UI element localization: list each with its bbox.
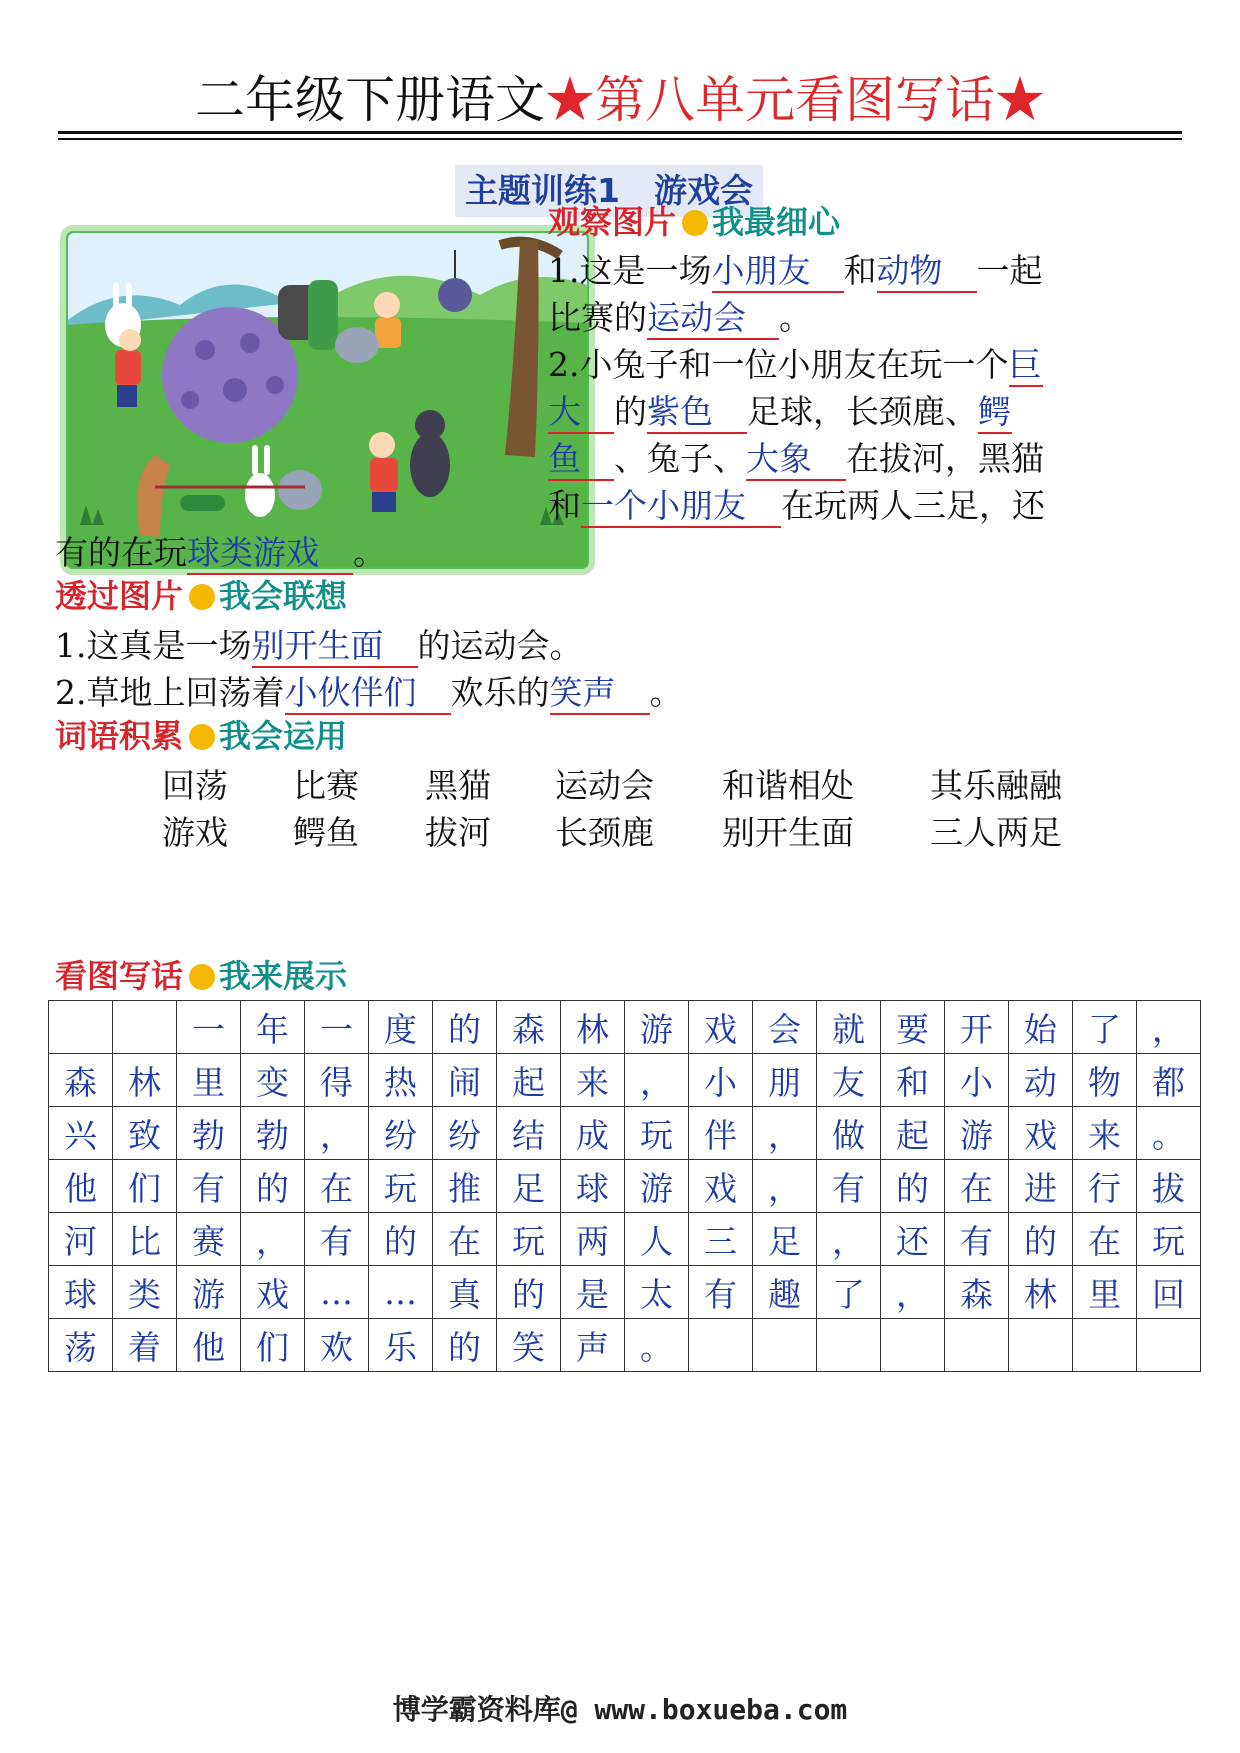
grid-cell: … <box>369 1266 433 1319</box>
vocab-word: 和谐相处 <box>722 766 854 805</box>
grid-cell: 致 <box>113 1107 177 1160</box>
answer-blank: 球类游戏 <box>187 533 353 575</box>
grid-cell: 球 <box>561 1160 625 1213</box>
grid-cell: 伴 <box>689 1107 753 1160</box>
grid-cell: 都 <box>1137 1054 1201 1107</box>
grid-cell: 勃 <box>241 1107 305 1160</box>
grid-cell: 物 <box>1073 1054 1137 1107</box>
grid-cell: 在 <box>945 1160 1009 1213</box>
grid-cell: 推 <box>433 1160 497 1213</box>
grid-cell: 三 <box>689 1213 753 1266</box>
grid-cell: 回 <box>1137 1266 1201 1319</box>
answer-blank: 小伙伴们 <box>285 673 451 715</box>
grid-cell <box>945 1319 1009 1372</box>
bullet-dot-icon <box>682 210 708 236</box>
grid-cell: 在 <box>1073 1213 1137 1266</box>
grid-cell: 他 <box>177 1319 241 1372</box>
grid-row <box>49 1054 1201 1107</box>
vocab-word: 鳄鱼 <box>293 813 359 852</box>
vocabulary-list <box>0 760 1240 870</box>
grid-cell: 两 <box>561 1213 625 1266</box>
grid-cell: 了 <box>817 1266 881 1319</box>
bullet-dot-icon <box>189 584 215 610</box>
grid-cell: 戏 <box>1009 1107 1073 1160</box>
grid-cell: 一 <box>177 1001 241 1054</box>
grid-cell: ， <box>753 1107 817 1160</box>
grid-cell: 来 <box>1073 1107 1137 1160</box>
bullet-dot-icon <box>189 964 215 990</box>
grid-cell: 的 <box>1009 1213 1073 1266</box>
grid-cell: 的 <box>241 1160 305 1213</box>
grid-row <box>49 1266 1201 1319</box>
grid-row <box>49 1107 1201 1160</box>
vocab-word: 游戏 <box>162 813 228 852</box>
grid-cell <box>817 1319 881 1372</box>
page-title: 二年级下册语文★第八单元看图写话★ <box>195 71 1045 129</box>
grid-cell: 足 <box>753 1213 817 1266</box>
section-observe-header: 观察图片 我最细心 <box>548 203 841 241</box>
grid-cell: 有 <box>305 1213 369 1266</box>
grid-cell: 和 <box>881 1054 945 1107</box>
imagine-item2: 2.草地上回荡着小伙伴们 欢乐的笑声 。 <box>55 667 683 719</box>
answer-blank: 运动会 <box>647 298 779 340</box>
vocab-word: 三人两足 <box>930 813 1062 852</box>
title-rule-thin <box>58 138 1182 140</box>
grid-cell: 林 <box>113 1054 177 1107</box>
grid-cell: 们 <box>241 1319 305 1372</box>
grid-cell: 热 <box>369 1054 433 1107</box>
grid-cell: 有 <box>177 1160 241 1213</box>
answer-blank: 动物 <box>877 251 977 293</box>
grid-row <box>49 1160 1201 1213</box>
answer-blank: 笑声 <box>550 673 650 715</box>
grid-cell: ， <box>881 1266 945 1319</box>
grid-cell: 还 <box>881 1213 945 1266</box>
grid-cell: 在 <box>305 1160 369 1213</box>
grid-cell: 要 <box>881 1001 945 1054</box>
grid-cell: 玩 <box>625 1107 689 1160</box>
grid-cell: 始 <box>1009 1001 1073 1054</box>
grid-cell: 玩 <box>1137 1213 1201 1266</box>
grid-cell: 开 <box>945 1001 1009 1054</box>
grid-cell: 来 <box>561 1054 625 1107</box>
grid-cell: ， <box>1137 1001 1201 1054</box>
grid-cell: 闹 <box>433 1054 497 1107</box>
observe-item2-line4: 和一个小朋友 在玩两人三足，还 <box>548 480 1045 532</box>
observe-item1-line2: 比赛的运动会 。 <box>548 292 812 344</box>
grid-cell: 森 <box>49 1054 113 1107</box>
grid-cell: 变 <box>241 1054 305 1107</box>
grid-cell: 乐 <box>369 1319 433 1372</box>
grid-cell: 真 <box>433 1266 497 1319</box>
title-rule-thick <box>58 131 1182 134</box>
grid-cell: 他 <box>49 1160 113 1213</box>
grid-cell <box>881 1319 945 1372</box>
vocab-word: 长颈鹿 <box>555 813 654 852</box>
grid-cell <box>113 1001 177 1054</box>
grid-cell: 纷 <box>433 1107 497 1160</box>
grid-cell: 动 <box>1009 1054 1073 1107</box>
vocab-word: 黑猫 <box>425 766 491 805</box>
grid-cell: 勃 <box>177 1107 241 1160</box>
grid-cell: 的 <box>433 1001 497 1054</box>
grid-cell: 拔 <box>1137 1160 1201 1213</box>
grid-cell <box>1073 1319 1137 1372</box>
grid-cell: 年 <box>241 1001 305 1054</box>
grid-cell: 戏 <box>241 1266 305 1319</box>
grid-cell: 荡 <box>49 1319 113 1372</box>
observe-item2-line2: 大 的紫色 足球，长颈鹿、鳄 <box>548 386 1012 438</box>
grid-cell: 小 <box>945 1054 1009 1107</box>
answer-blank: 鳄 <box>978 392 1012 434</box>
grid-row <box>49 1319 1201 1372</box>
grid-cell: 欢 <box>305 1319 369 1372</box>
answer-blank: 鱼 <box>548 439 614 481</box>
footer-watermark: 博学霸资料库@ www.boxueba.com <box>392 1693 848 1726</box>
grid-cell: 朋 <box>753 1054 817 1107</box>
grid-cell: 成 <box>561 1107 625 1160</box>
grid-cell: 林 <box>1009 1266 1073 1319</box>
grid-cell: 河 <box>49 1213 113 1266</box>
grid-cell: 小 <box>689 1054 753 1107</box>
grid-cell: 球 <box>49 1266 113 1319</box>
subtitle-banner: 主题训练1 游戏会 <box>455 165 763 217</box>
grid-cell: 友 <box>817 1054 881 1107</box>
grid-cell: 在 <box>433 1213 497 1266</box>
grid-cell: 。 <box>1137 1107 1201 1160</box>
grid-cell <box>1009 1319 1073 1372</box>
grid-cell <box>1137 1319 1201 1372</box>
grid-cell: 做 <box>817 1107 881 1160</box>
grid-cell: 足 <box>497 1160 561 1213</box>
grid-cell: 赛 <box>177 1213 241 1266</box>
observe-item1-line1: 1.这是一场小朋友 和动物 一起 <box>548 245 1043 297</box>
grid-cell: 纷 <box>369 1107 433 1160</box>
grid-cell: 类 <box>113 1266 177 1319</box>
grid-cell: 一 <box>305 1001 369 1054</box>
grid-cell: 里 <box>1073 1266 1137 1319</box>
vocab-word: 其乐融融 <box>930 766 1062 805</box>
grid-cell: 起 <box>881 1107 945 1160</box>
grid-cell: 兴 <box>49 1107 113 1160</box>
vocab-word: 别开生面 <box>722 813 854 852</box>
grid-cell: 森 <box>945 1266 1009 1319</box>
vocab-word: 比赛 <box>293 766 359 805</box>
grid-cell: 声 <box>561 1319 625 1372</box>
grid-cell: 。 <box>625 1319 689 1372</box>
vocab-word: 运动会 <box>555 766 654 805</box>
grid-cell: 玩 <box>497 1213 561 1266</box>
answer-blank: 小朋友 <box>712 251 844 293</box>
grid-cell: ， <box>241 1213 305 1266</box>
grid-cell: 游 <box>625 1001 689 1054</box>
grid-cell: 戏 <box>689 1160 753 1213</box>
grid-cell: 的 <box>497 1266 561 1319</box>
grid-cell: ， <box>753 1160 817 1213</box>
bullet-dot-icon <box>189 724 215 750</box>
grid-cell: 笑 <box>497 1319 561 1372</box>
observe-item2-line3: 鱼 、兔子、大象 在拔河，黑猫 <box>548 433 1044 485</box>
grid-row <box>49 1001 1201 1054</box>
grid-cell: ， <box>625 1054 689 1107</box>
grid-cell: 有 <box>817 1160 881 1213</box>
grid-cell: 里 <box>177 1054 241 1107</box>
grid-cell: 的 <box>369 1213 433 1266</box>
grid-cell: 森 <box>497 1001 561 1054</box>
grid-cell: 人 <box>625 1213 689 1266</box>
grid-cell: 起 <box>497 1054 561 1107</box>
section-imagine-header: 透过图片 我会联想 <box>55 577 348 615</box>
observe-item2-line1: 2.小兔子和一位小朋友在玩一个巨 <box>548 339 1043 391</box>
grid-cell: 比 <box>113 1213 177 1266</box>
grid-cell: 的 <box>433 1319 497 1372</box>
imagine-item1: 1.这真是一场别开生面 的运动会。 <box>55 620 583 672</box>
grid-cell: 游 <box>177 1266 241 1319</box>
grid-cell: 结 <box>497 1107 561 1160</box>
grid-cell: 得 <box>305 1054 369 1107</box>
grid-cell: 行 <box>1073 1160 1137 1213</box>
answer-blank: 大 <box>548 392 614 434</box>
grid-cell: 有 <box>689 1266 753 1319</box>
grid-cell: 进 <box>1009 1160 1073 1213</box>
grid-cell: 度 <box>369 1001 433 1054</box>
vocab-word: 拔河 <box>425 813 491 852</box>
grid-cell <box>753 1319 817 1372</box>
grid-cell: 着 <box>113 1319 177 1372</box>
observe-item2-line5: 有的在玩球类游戏 。 <box>55 527 386 579</box>
grid-cell: 是 <box>561 1266 625 1319</box>
answer-blank: 巨 <box>1009 345 1043 387</box>
grid-cell: 们 <box>113 1160 177 1213</box>
section-vocabulary-header: 词语积累 我会运用 <box>55 717 348 755</box>
grid-cell: 会 <box>753 1001 817 1054</box>
grid-cell: 太 <box>625 1266 689 1319</box>
answer-blank: 一个小朋友 <box>581 486 781 528</box>
section-writing-header: 看图写话 我来展示 <box>55 957 348 995</box>
grid-cell: 林 <box>561 1001 625 1054</box>
game-scene-illustration <box>60 225 595 575</box>
grid-cell: ， <box>305 1107 369 1160</box>
grid-cell: 就 <box>817 1001 881 1054</box>
grid-cell: 玩 <box>369 1160 433 1213</box>
vocab-word: 回荡 <box>162 766 228 805</box>
grid-cell: 趣 <box>753 1266 817 1319</box>
writing-grid <box>48 1000 1201 1372</box>
grid-cell <box>689 1319 753 1372</box>
grid-cell <box>49 1001 113 1054</box>
grid-cell: 的 <box>881 1160 945 1213</box>
grid-cell: 游 <box>625 1160 689 1213</box>
grid-cell: … <box>305 1266 369 1319</box>
answer-blank: 大象 <box>746 439 846 481</box>
grid-cell: 戏 <box>689 1001 753 1054</box>
grid-cell: 游 <box>945 1107 1009 1160</box>
answer-blank: 别开生面 <box>252 626 418 668</box>
answer-blank: 紫色 <box>647 392 747 434</box>
grid-cell: 有 <box>945 1213 1009 1266</box>
grid-cell: 了 <box>1073 1001 1137 1054</box>
grid-row <box>49 1213 1201 1266</box>
grid-cell: ， <box>817 1213 881 1266</box>
